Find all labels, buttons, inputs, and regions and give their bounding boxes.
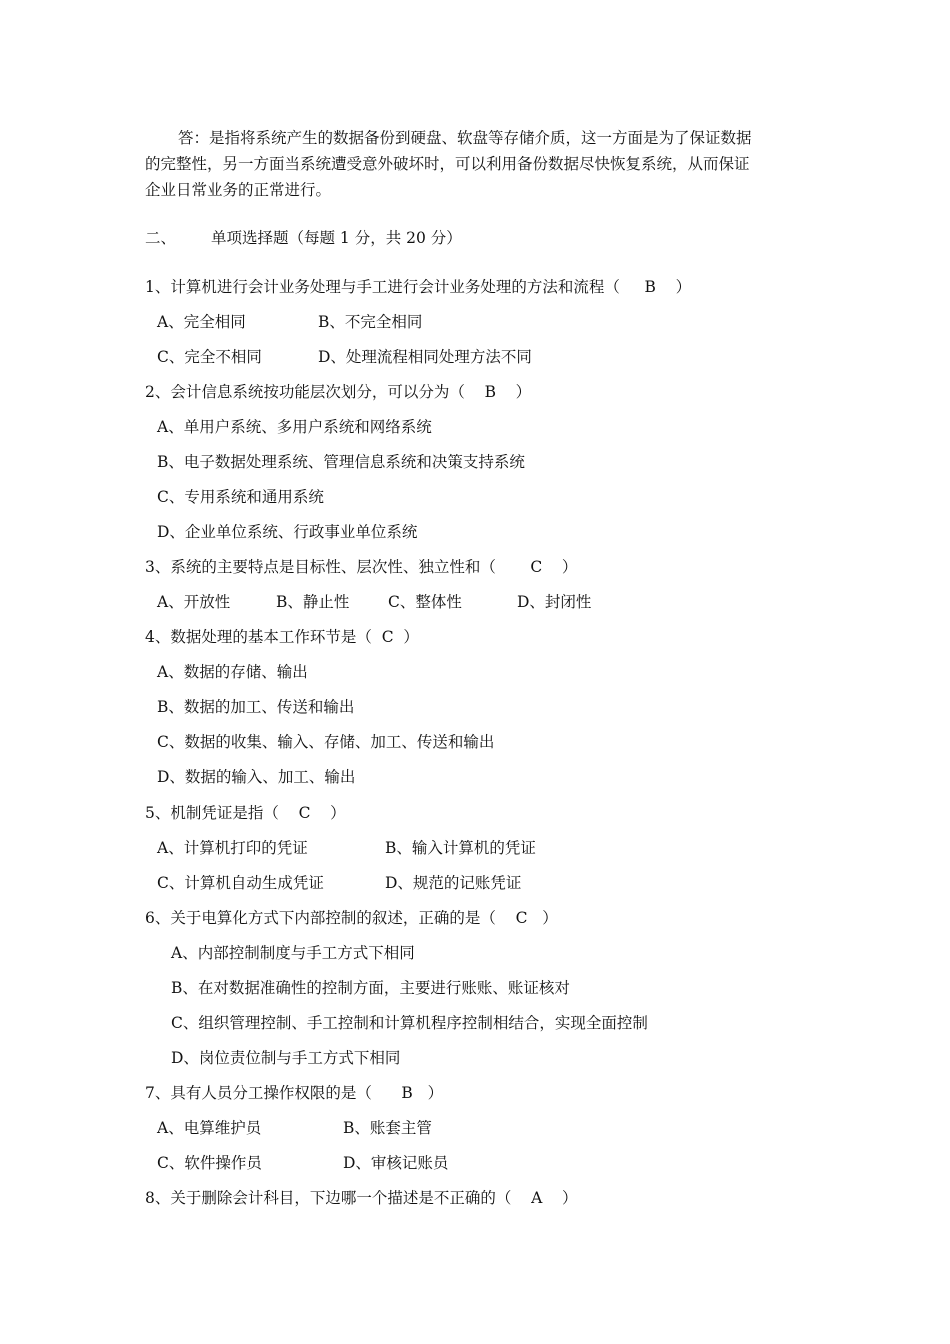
question-1-stem: 1、计算机进行会计业务处理与手工进行会计业务处理的方法和流程（ B ） bbox=[145, 278, 692, 296]
question-5-stem: 5、机制凭证是指（ C ） bbox=[145, 804, 346, 822]
question-3-option-c: C、整体性 bbox=[388, 593, 462, 611]
question-5-option-b: B、输入计算机的凭证 bbox=[385, 839, 536, 857]
question-4-stem: 4、数据处理的基本工作环节是（ C ） bbox=[145, 628, 419, 646]
question-4-option-c: C、数据的收集、输入、存储、加工、传送和输出 bbox=[157, 733, 495, 751]
question-6-option-c: C、组织管理控制、手工控制和计算机程序控制相结合，实现全面控制 bbox=[171, 1014, 648, 1032]
question-1-option-b: B、不完全相同 bbox=[318, 313, 423, 331]
question-1-option-d: D、处理流程相同处理方法不同 bbox=[318, 348, 532, 366]
question-3-stem: 3、系统的主要特点是目标性、层次性、独立性和（ C ） bbox=[145, 558, 578, 576]
question-2-option-c: C、专用系统和通用系统 bbox=[157, 488, 324, 506]
question-4-option-b: B、数据的加工、传送和输出 bbox=[157, 698, 355, 716]
question-8-stem: 8、关于删除会计科目，下边哪一个描述是不正确的（ A ） bbox=[145, 1189, 578, 1207]
section-number: 二、 bbox=[145, 229, 177, 247]
question-7-option-b: B、账套主管 bbox=[343, 1119, 432, 1137]
answer-line-1: 答：是指将系统产生的数据备份到硬盘、软盘等存储介质，这一方面是为了保证数据 bbox=[178, 129, 752, 147]
question-7-stem: 7、具有人员分工操作权限的是（ B ） bbox=[145, 1084, 444, 1102]
section-title: 单项选择题（每题 1 分，共 20 分） bbox=[211, 229, 462, 247]
question-7-option-a: A、电算维护员 bbox=[157, 1119, 262, 1137]
question-5-option-d: D、规范的记账凭证 bbox=[385, 874, 522, 892]
question-3-option-b: B、静止性 bbox=[276, 593, 350, 611]
answer-line-3: 企业日常业务的正常进行。 bbox=[145, 181, 332, 199]
question-5-option-a: A、计算机打印的凭证 bbox=[157, 839, 308, 857]
question-2-option-a: A、单用户系统、多用户系统和网络系统 bbox=[157, 418, 432, 436]
question-7-option-d: D、审核记账员 bbox=[343, 1154, 449, 1172]
question-4-option-d: D、数据的输入、加工、输出 bbox=[157, 768, 356, 786]
question-5-option-c: C、计算机自动生成凭证 bbox=[157, 874, 324, 892]
question-3-option-d: D、封闭性 bbox=[517, 593, 592, 611]
question-3-option-a: A、开放性 bbox=[157, 593, 231, 611]
question-6-option-a: A、内部控制制度与手工方式下相同 bbox=[171, 944, 415, 962]
question-4-option-a: A、数据的存储、输出 bbox=[157, 663, 308, 681]
question-7-option-c: C、软件操作员 bbox=[157, 1154, 262, 1172]
question-1-option-c: C、完全不相同 bbox=[157, 348, 262, 366]
question-6-option-d: D、岗位责位制与手工方式下相同 bbox=[171, 1049, 401, 1067]
question-6-stem: 6、关于电算化方式下内部控制的叙述，正确的是（ C ） bbox=[145, 909, 558, 927]
question-2-option-d: D、企业单位系统、行政事业单位系统 bbox=[157, 523, 418, 541]
question-1-option-a: A、完全相同 bbox=[157, 313, 246, 331]
answer-line-2: 的完整性，另一方面当系统遭受意外破坏时，可以利用备份数据尽快恢复系统，从而保证 bbox=[145, 155, 750, 173]
question-2-option-b: B、电子数据处理系统、管理信息系统和决策支持系统 bbox=[157, 453, 525, 471]
question-2-stem: 2、会计信息系统按功能层次划分，可以分为（ B ） bbox=[145, 383, 532, 401]
question-6-option-b: B、在对数据准确性的控制方面，主要进行账账、账证核对 bbox=[171, 979, 570, 997]
